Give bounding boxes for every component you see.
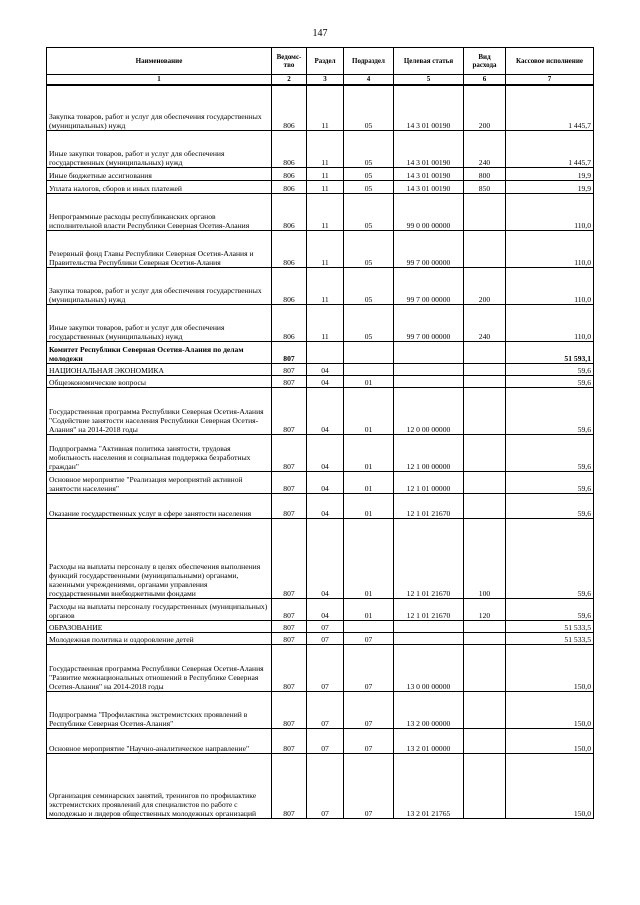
table-row (47, 268, 594, 305)
row-target-cell: 14 3 01 00190 (394, 85, 464, 131)
row-amount-cell: 59,6 (506, 519, 594, 599)
row-subsection-cell (344, 364, 394, 376)
table-row (47, 729, 594, 754)
table-row (47, 519, 594, 599)
row-section-cell: 11 (307, 181, 344, 194)
row-name-cell: Основное мероприятие "Научно-аналитическое направление" (47, 729, 272, 754)
row-amount-cell: 59,6 (506, 494, 594, 519)
row-kind-cell (464, 435, 506, 472)
row-amount-cell: 51 593,1 (506, 342, 594, 364)
row-dept-cell: 807 (272, 494, 307, 519)
table-header-row (47, 48, 594, 75)
row-kind-cell: 850 (464, 181, 506, 194)
row-amount-cell: 59,6 (506, 376, 594, 388)
row-name-cell: НАЦИОНАЛЬНАЯ ЭКОНОМИКА (47, 364, 272, 376)
row-dept-cell: 807 (272, 729, 307, 754)
row-section-cell: 07 (307, 692, 344, 729)
row-kind-cell (464, 376, 506, 388)
row-kind-cell (464, 364, 506, 376)
table-row (47, 388, 594, 435)
row-dept-cell: 807 (272, 472, 307, 494)
row-subsection-cell: 01 (344, 388, 394, 435)
row-subsection-cell: 01 (344, 376, 394, 388)
row-section-cell: 07 (307, 729, 344, 754)
table-row (47, 364, 594, 376)
row-amount-cell: 19,9 (506, 168, 594, 181)
row-dept-cell: 807 (272, 754, 307, 819)
row-name-cell: Оказание государственных услуг в сфере занятости населения (47, 494, 272, 519)
header-subsection: Подраздел (344, 48, 394, 75)
row-dept-cell: 807 (272, 621, 307, 633)
page-number: 147 (312, 28, 328, 39)
row-section-cell: 11 (307, 85, 344, 131)
row-name-cell: Государственная программа Республики Северная Осетия-Алания "Развитие межнациональных отношений в Республике Северная Осетия-Алания" на 2014-2018 годы (47, 645, 272, 692)
table-row (47, 599, 594, 621)
row-section-cell: 04 (307, 388, 344, 435)
row-target-cell (394, 633, 464, 645)
row-subsection-cell: 07 (344, 645, 394, 692)
row-name-cell: Иные закупки товаров, работ и услуг для обеспечения государственных (муниципальных) нужд (47, 131, 272, 168)
table-row (47, 181, 594, 194)
row-dept-cell: 807 (272, 435, 307, 472)
table-row (47, 754, 594, 819)
row-name-cell: Закупка товаров, работ и услуг для обеспечения государственных (муниципальных) нужд (47, 268, 272, 305)
row-kind-cell (464, 231, 506, 268)
row-section-cell: 04 (307, 376, 344, 388)
row-kind-cell (464, 388, 506, 435)
row-kind-cell: 200 (464, 268, 506, 305)
row-subsection-cell: 05 (344, 85, 394, 131)
row-target-cell: 99 7 00 00000 (394, 231, 464, 268)
row-kind-cell (464, 754, 506, 819)
table-row (47, 621, 594, 633)
row-subsection-cell: 05 (344, 194, 394, 231)
column-number: 5 (394, 75, 464, 86)
table-row (47, 494, 594, 519)
row-target-cell: 99 0 00 00000 (394, 194, 464, 231)
row-name-cell: Государственная программа Республики Северная Осетия-Алания "Содействие занятости населения Республики Северная Осетия-Алания" на 2014-2018 годы (47, 388, 272, 435)
header-section: Раздел (307, 48, 344, 75)
table-row (47, 472, 594, 494)
row-amount-cell: 1 445,7 (506, 131, 594, 168)
row-amount-cell: 59,6 (506, 599, 594, 621)
row-section-cell: 11 (307, 305, 344, 342)
row-kind-cell: 240 (464, 305, 506, 342)
row-dept-cell: 807 (272, 519, 307, 599)
row-dept-cell: 806 (272, 268, 307, 305)
row-name-cell: Резервный фонд Главы Республики Северная Осетия-Алания и Правительства Республики Северная Осетия-Алания (47, 231, 272, 268)
row-kind-cell (464, 633, 506, 645)
table-row (47, 305, 594, 342)
header-name: Наименование (47, 48, 272, 75)
row-target-cell: 14 3 01 00190 (394, 181, 464, 194)
row-subsection-cell: 07 (344, 729, 394, 754)
row-subsection-cell (344, 621, 394, 633)
row-name-cell: Уплата налогов, сборов и иных платежей (47, 181, 272, 194)
header-amount: Кассовое исполнение (506, 48, 594, 75)
column-number-row (47, 75, 594, 86)
table-row (47, 342, 594, 364)
row-dept-cell: 806 (272, 305, 307, 342)
row-name-cell: Подпрограмма "Профилактика экстремистских проявлений в Республике Северная Осетия-Алания" (47, 692, 272, 729)
row-target-cell: 14 3 01 00190 (394, 131, 464, 168)
column-number: 4 (344, 75, 394, 86)
row-target-cell: 99 7 00 00000 (394, 305, 464, 342)
header-kind: Вид расхода (464, 48, 506, 75)
row-target-cell: 13 2 01 21765 (394, 754, 464, 819)
row-name-cell: Закупка товаров, работ и услуг для обеспечения государственных (муниципальных) нужд (47, 85, 272, 131)
row-dept-cell: 806 (272, 131, 307, 168)
row-section-cell: 04 (307, 435, 344, 472)
row-name-cell: Непрограммные расходы республиканских органов исполнительной власти Республики Северная Осетия-Алания (47, 194, 272, 231)
row-kind-cell (464, 342, 506, 364)
row-subsection-cell: 05 (344, 268, 394, 305)
row-kind-cell: 120 (464, 599, 506, 621)
row-amount-cell: 59,6 (506, 435, 594, 472)
row-dept-cell: 807 (272, 645, 307, 692)
budget-execution-table (46, 47, 594, 819)
table-row (47, 231, 594, 268)
row-dept-cell: 807 (272, 599, 307, 621)
row-subsection-cell: 05 (344, 305, 394, 342)
row-kind-cell (464, 194, 506, 231)
row-amount-cell: 59,6 (506, 364, 594, 376)
row-kind-cell (464, 494, 506, 519)
row-kind-cell (464, 645, 506, 692)
row-amount-cell: 110,0 (506, 268, 594, 305)
row-section-cell: 07 (307, 633, 344, 645)
row-target-cell: 14 3 01 00190 (394, 168, 464, 181)
row-amount-cell: 1 445,7 (506, 85, 594, 131)
row-section-cell: 07 (307, 754, 344, 819)
table-row (47, 131, 594, 168)
row-section-cell: 04 (307, 494, 344, 519)
table-row (47, 168, 594, 181)
row-amount-cell: 19,9 (506, 181, 594, 194)
row-target-cell: 13 2 00 00000 (394, 692, 464, 729)
table-body (47, 85, 594, 819)
row-subsection-cell: 01 (344, 519, 394, 599)
row-section-cell: 11 (307, 131, 344, 168)
row-name-cell: Организация семинарских занятий, тренингов по профилактике экстремистских проявлений для специалистов по работе с молодежью и лидеров общественных молодежных организаций (47, 754, 272, 819)
row-dept-cell: 807 (272, 342, 307, 364)
row-target-cell (394, 376, 464, 388)
row-dept-cell: 807 (272, 633, 307, 645)
row-target-cell: 12 1 01 00000 (394, 472, 464, 494)
row-subsection-cell: 01 (344, 494, 394, 519)
row-target-cell: 12 1 01 21670 (394, 599, 464, 621)
row-dept-cell: 806 (272, 194, 307, 231)
row-dept-cell: 806 (272, 168, 307, 181)
header-target: Целевая статья (394, 48, 464, 75)
table-row (47, 692, 594, 729)
row-dept-cell: 807 (272, 692, 307, 729)
column-number: 2 (272, 75, 307, 86)
column-number: 6 (464, 75, 506, 86)
row-subsection-cell: 05 (344, 131, 394, 168)
row-amount-cell: 110,0 (506, 231, 594, 268)
table-row (47, 435, 594, 472)
row-amount-cell: 51 533,5 (506, 621, 594, 633)
row-amount-cell: 59,6 (506, 472, 594, 494)
row-subsection-cell: 05 (344, 168, 394, 181)
row-amount-cell: 110,0 (506, 194, 594, 231)
row-kind-cell (464, 621, 506, 633)
row-subsection-cell: 05 (344, 231, 394, 268)
row-subsection-cell (344, 342, 394, 364)
row-name-cell: Подпрограмма "Активная политика занятости, трудовая мобильность населения и социальная поддержка безработных граждан" (47, 435, 272, 472)
row-target-cell (394, 364, 464, 376)
row-target-cell: 99 7 00 00000 (394, 268, 464, 305)
row-subsection-cell: 07 (344, 633, 394, 645)
row-section-cell: 11 (307, 168, 344, 181)
row-section-cell: 04 (307, 472, 344, 494)
row-target-cell: 13 0 00 00000 (394, 645, 464, 692)
row-amount-cell: 150,0 (506, 729, 594, 754)
row-kind-cell (464, 472, 506, 494)
row-target-cell: 13 2 01 00000 (394, 729, 464, 754)
column-number: 3 (307, 75, 344, 86)
row-section-cell: 07 (307, 645, 344, 692)
row-section-cell: 11 (307, 194, 344, 231)
row-subsection-cell: 05 (344, 181, 394, 194)
row-amount-cell: 150,0 (506, 692, 594, 729)
row-name-cell: Расходы на выплаты персоналу государственных (муниципальных) органов (47, 599, 272, 621)
row-amount-cell: 51 533,5 (506, 633, 594, 645)
column-number: 7 (506, 75, 594, 86)
row-kind-cell: 100 (464, 519, 506, 599)
row-section-cell: 07 (307, 621, 344, 633)
row-amount-cell: 59,6 (506, 388, 594, 435)
row-section-cell: 04 (307, 599, 344, 621)
table-row (47, 376, 594, 388)
row-target-cell: 12 1 01 21670 (394, 519, 464, 599)
row-subsection-cell: 07 (344, 754, 394, 819)
row-name-cell: Общеэкономические вопросы (47, 376, 272, 388)
row-dept-cell: 806 (272, 181, 307, 194)
row-kind-cell: 240 (464, 131, 506, 168)
row-section-cell: 11 (307, 268, 344, 305)
row-subsection-cell: 01 (344, 435, 394, 472)
row-name-cell: ОБРАЗОВАНИЕ (47, 621, 272, 633)
row-dept-cell: 807 (272, 364, 307, 376)
row-kind-cell: 200 (464, 85, 506, 131)
table-row (47, 645, 594, 692)
header-dept: Ведомс-тво (272, 48, 307, 75)
row-dept-cell: 807 (272, 388, 307, 435)
row-kind-cell: 800 (464, 168, 506, 181)
table-row (47, 194, 594, 231)
row-target-cell: 12 0 00 00000 (394, 388, 464, 435)
row-section-cell: 04 (307, 519, 344, 599)
table-row (47, 633, 594, 645)
row-amount-cell: 150,0 (506, 754, 594, 819)
row-subsection-cell: 01 (344, 599, 394, 621)
row-name-cell: Молодежная политика и оздоровление детей (47, 633, 272, 645)
row-target-cell (394, 342, 464, 364)
row-subsection-cell: 01 (344, 472, 394, 494)
row-section-cell: 04 (307, 364, 344, 376)
row-dept-cell: 806 (272, 85, 307, 131)
row-kind-cell (464, 729, 506, 754)
row-name-cell: Иные бюджетные ассигнования (47, 168, 272, 181)
row-name-cell: Расходы на выплаты персоналу в целях обеспечения выполнения функций государственными (муниципальными) органами, казенными учреждениями, органами управления государственными внебюджетными фондами (47, 519, 272, 599)
table-row (47, 85, 594, 131)
row-amount-cell: 150,0 (506, 645, 594, 692)
row-target-cell (394, 621, 464, 633)
row-target-cell: 12 1 01 21670 (394, 494, 464, 519)
row-amount-cell: 110,0 (506, 305, 594, 342)
row-section-cell: 11 (307, 231, 344, 268)
row-dept-cell: 807 (272, 376, 307, 388)
row-name-cell: Основное мероприятие "Реализация мероприятий активной занятости населения" (47, 472, 272, 494)
row-subsection-cell: 07 (344, 692, 394, 729)
column-number: 1 (47, 75, 272, 86)
row-name-cell: Комитет Республики Северная Осетия-Алания по делам молодежи (47, 342, 272, 364)
row-dept-cell: 806 (272, 231, 307, 268)
row-target-cell: 12 1 00 00000 (394, 435, 464, 472)
row-kind-cell (464, 692, 506, 729)
row-section-cell (307, 342, 344, 364)
row-name-cell: Иные закупки товаров, работ и услуг для обеспечения государственных (муниципальных) нужд (47, 305, 272, 342)
